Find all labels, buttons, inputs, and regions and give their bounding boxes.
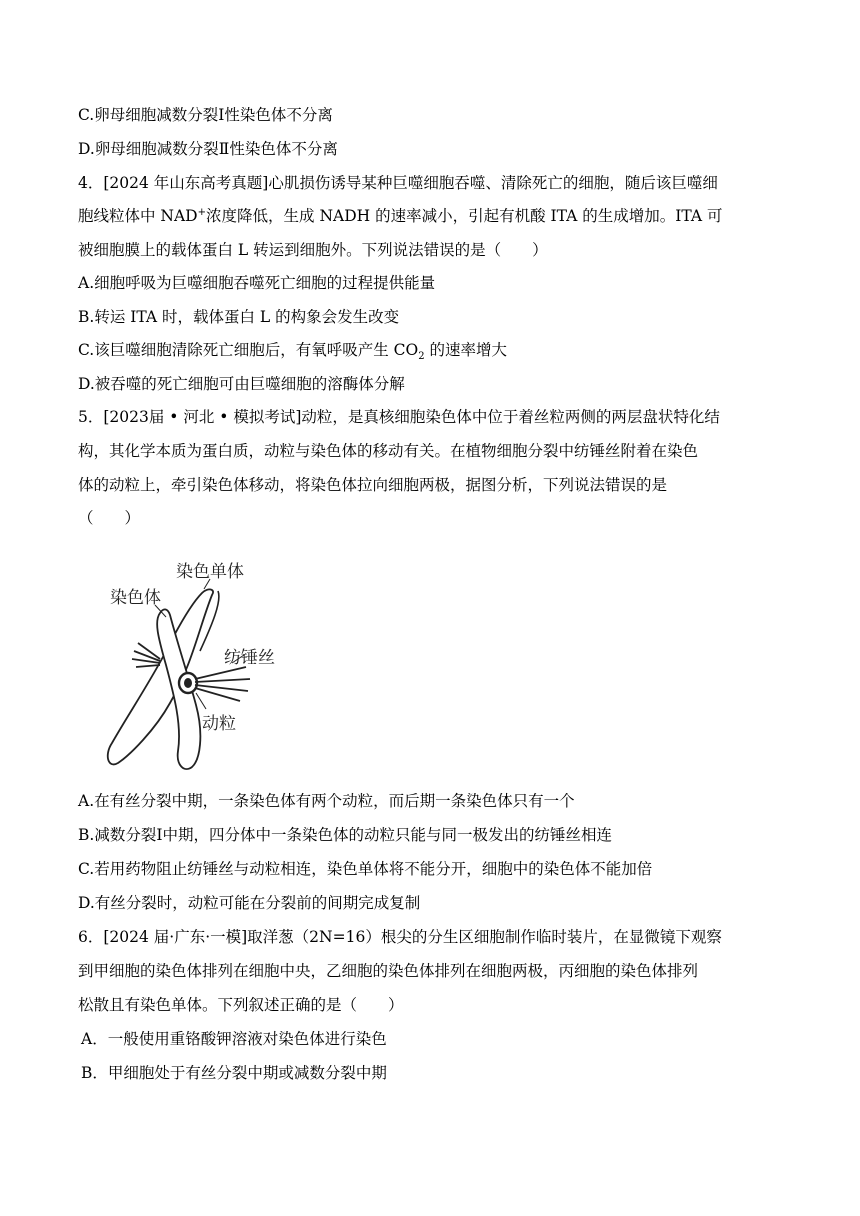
option-a-q4: A.细胞呼吸为巨噬细胞吞噬死亡细胞的过程提供能量 bbox=[78, 274, 436, 292]
option-b-q5: B.减数分裂I中期，四分体中一条染色体的动粒只能与同一极发出的纺锤丝相连 bbox=[78, 826, 612, 844]
kinetochore-inner bbox=[184, 678, 192, 688]
label-chromatid: 染色单体 bbox=[176, 562, 244, 582]
spindle-fibers-left bbox=[132, 643, 160, 667]
leader-kinetochore bbox=[196, 693, 206, 709]
question-6-stem-line2: 到甲细胞的染色体排列在细胞中央，乙细胞的染色体排列在细胞两极，丙细胞的染色体排列 bbox=[78, 962, 699, 980]
option-d-q5: D.有丝分裂时，动粒可能在分裂前的间期完成复制 bbox=[78, 894, 421, 912]
option-a-q5: A.在有丝分裂中期，一条染色体有两个动粒，而后期一条染色体只有一个 bbox=[78, 792, 575, 810]
question-4-stem-line1: 4．[2024 年山东高考真题]心肌损伤诱导某种巨噬细胞吞噬、清除死亡的细胞，随后该巨噬细 bbox=[78, 174, 718, 192]
question-4-stem-line3: 被细胞膜上的载体蛋白 L 转运到细胞外。下列说法错误的是（ ） bbox=[78, 241, 548, 259]
question-6-stem-line3: 松散且有染色单体。下列叙述正确的是（ ） bbox=[78, 996, 404, 1014]
label-chromosome: 染色体 bbox=[110, 588, 161, 608]
text-run: 的速率增大 bbox=[424, 341, 508, 359]
chromosome-figure bbox=[100, 555, 290, 777]
option-b-q6: B．甲细胞处于有丝分裂中期或减数分裂中期 bbox=[81, 1064, 387, 1082]
question-5-stem-line2: 构，其化学本质为蛋白质，动粒与染色体的移动有关。在植物细胞分裂中纺锤丝附着在染色 bbox=[78, 442, 699, 460]
text-run: C.该巨噬细胞清除死亡细胞后，有氧呼吸产生 CO bbox=[78, 341, 419, 359]
label-kinetochore: 动粒 bbox=[202, 714, 236, 734]
question-6-stem-line1: 6．[2024 届·广东·一模]取洋葱（2N=16）根尖的分生区细胞制作临时装片，在显微镜下观察 bbox=[78, 928, 722, 946]
question-5-answer-blank: （ ） bbox=[78, 509, 141, 527]
question-4-stem-line2 bbox=[78, 206, 783, 226]
question-5-stem-line3: 体的动粒上，牵引染色体移动，将染色体拉向细胞两极，据图分析，下列说法错误的是 bbox=[78, 476, 668, 494]
option-b-q4: B.转运 ITA 时，载体蛋白 L 的构象会发生改变 bbox=[78, 308, 400, 326]
spindle-fibers-right bbox=[195, 667, 250, 701]
option-c-q5: C.若用药物阻止纺锤丝与动粒相连，染色单体将不能分开，细胞中的染色体不能加倍 bbox=[78, 860, 653, 878]
option-c-q4 bbox=[78, 340, 783, 363]
option-d-q4: D.被吞噬的死亡细胞可由巨噬细胞的溶酶体分解 bbox=[78, 375, 405, 393]
option-c-q3: C.卵母细胞减数分裂Ⅰ性染色体不分离 bbox=[78, 106, 333, 124]
question-5-stem-line1: 5．[2023届 • 河北 • 模拟考试]动粒，是真核细胞染色体中位于着丝粒两侧的两层盘状特化结 bbox=[78, 408, 720, 426]
text-run: 浓度降低，生成 NADH 的速率减小，引起有机酸 ITA 的生成增加。ITA 可 bbox=[206, 207, 723, 225]
subscript: 2 bbox=[418, 351, 425, 363]
label-spindle-fiber: 纺锤丝 bbox=[224, 648, 275, 668]
superscript: + bbox=[197, 206, 207, 218]
text-run: 胞线粒体中 NAD bbox=[78, 207, 198, 225]
option-d-q3: D.卵母细胞减数分裂Ⅱ性染色体不分离 bbox=[78, 140, 338, 158]
chromosome-diagram bbox=[100, 555, 290, 777]
option-a-q6: A．一般使用重铬酸钾溶液对染色体进行染色 bbox=[81, 1030, 387, 1048]
